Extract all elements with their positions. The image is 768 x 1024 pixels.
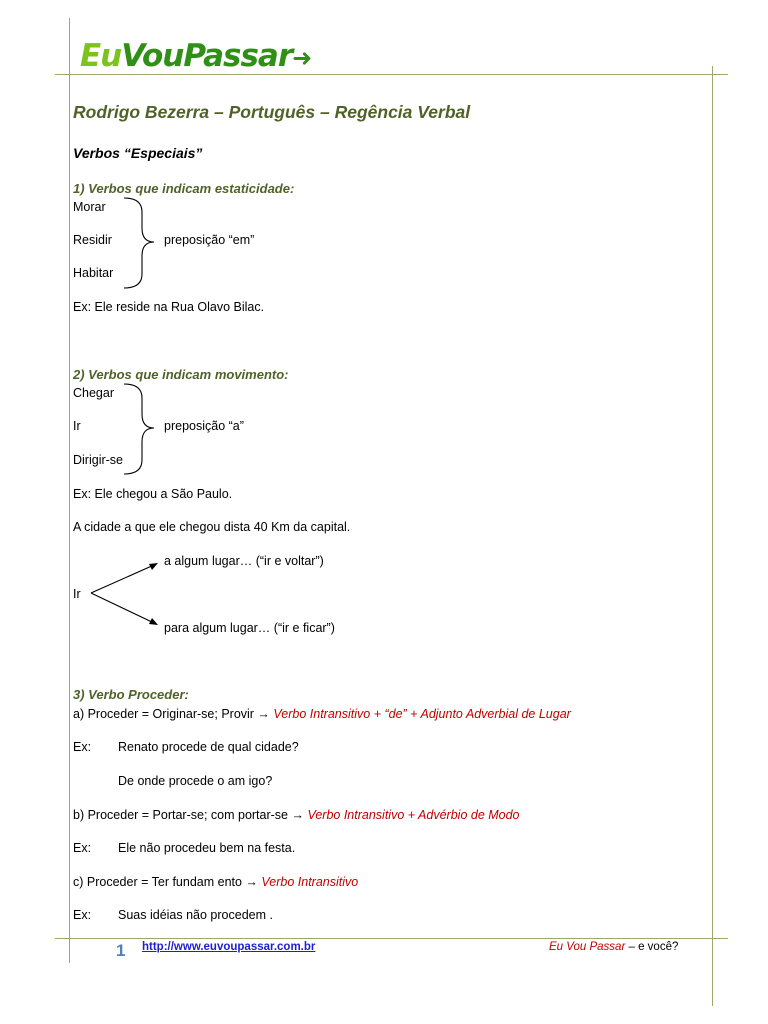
ir-label: Ir	[73, 587, 81, 601]
section3-a-example1: Renato procede de qual cidade?	[118, 740, 299, 754]
ir-option-ir-e-voltar: a algum lugar… (“ir e voltar”)	[164, 554, 324, 568]
section1-heading: 1) Verbos que indicam estaticidade:	[73, 181, 295, 196]
section3-c-rule: Verbo Intransitivo	[261, 875, 359, 889]
section3-b-rule: Verbo Intransitivo + Advérbio de Modo	[307, 808, 520, 822]
section2-heading: 2) Verbos que indicam movimento:	[73, 367, 289, 382]
section3-c-example1: Suas idéias não procedem .	[118, 908, 273, 922]
section2-verb-chegar: Chegar	[73, 386, 114, 400]
section3-b-text: b) Proceder = Portar-se; com portar-se →	[73, 808, 304, 822]
ir-arrows-icon	[88, 558, 168, 638]
section1-verb-residir: Residir	[73, 233, 112, 247]
section3-a-ex-label: Ex:	[73, 740, 92, 754]
section3-a-text: a) Proceder = Originar-se; Provir →	[73, 707, 270, 721]
section2-example1: Ex: Ele chegou a São Paulo.	[73, 487, 233, 501]
section1-verb-habitar: Habitar	[73, 266, 114, 280]
footer-website-link[interactable]: http://www.euvoupassar.com.br	[142, 941, 316, 953]
section3-b-example1: Ele não procedeu bem na festa.	[118, 841, 296, 855]
document-title: Rodrigo Bezerra – Português – Regência Verbal	[73, 102, 471, 122]
logo-arrow-icon: ➜	[292, 44, 312, 72]
euvoupassar-logo	[80, 38, 311, 76]
footer-brand: Eu Vou Passar	[549, 941, 626, 953]
left-border-line	[69, 18, 70, 963]
logo-part-eu: Eu	[80, 38, 122, 74]
section1-curly-brace-icon	[122, 196, 162, 291]
section3-a-rule: Verbo Intransitivo + “de” + Adjunto Adverbial de Lugar	[273, 707, 571, 721]
section3-c-ex-label: Ex:	[73, 908, 92, 922]
logo-part-voupassar: VouPassar	[121, 38, 293, 74]
section2-preposition: preposição “a”	[164, 419, 244, 433]
ir-option-ir-e-ficar: para algum lugar… (“ir e ficar”)	[164, 621, 335, 635]
section3-a-example2: De onde procede o am igo?	[118, 774, 273, 788]
section1-verb-morar: Morar	[73, 200, 106, 214]
document-subtitle: Verbos “Especiais”	[73, 145, 203, 161]
section2-verb-dirigir-se: Dirigir-se	[73, 453, 123, 467]
section3-heading: 3) Verbo Proceder:	[73, 687, 189, 702]
section2-example2: A cidade a que ele chegou dista 40 Km da capital.	[73, 520, 351, 534]
page-number: 1	[116, 941, 126, 960]
footer-tagline-text: – e você?	[625, 941, 679, 953]
section3-c-line	[73, 875, 358, 890]
section2-verb-ir: Ir	[73, 419, 81, 433]
right-border-line	[712, 66, 713, 1006]
section1-preposition: preposição “em”	[164, 233, 255, 247]
section2-curly-brace-icon	[122, 382, 162, 477]
section3-c-text: c) Proceder = Ter fundam ento →	[73, 875, 258, 889]
section3-b-ex-label: Ex:	[73, 841, 92, 855]
section1-example: Ex: Ele reside na Rua Olavo Bilac.	[73, 300, 265, 314]
section3-a-line	[73, 707, 571, 722]
section3-b-line	[73, 808, 520, 823]
footer-tagline	[549, 941, 678, 953]
bottom-border-line	[55, 938, 728, 939]
